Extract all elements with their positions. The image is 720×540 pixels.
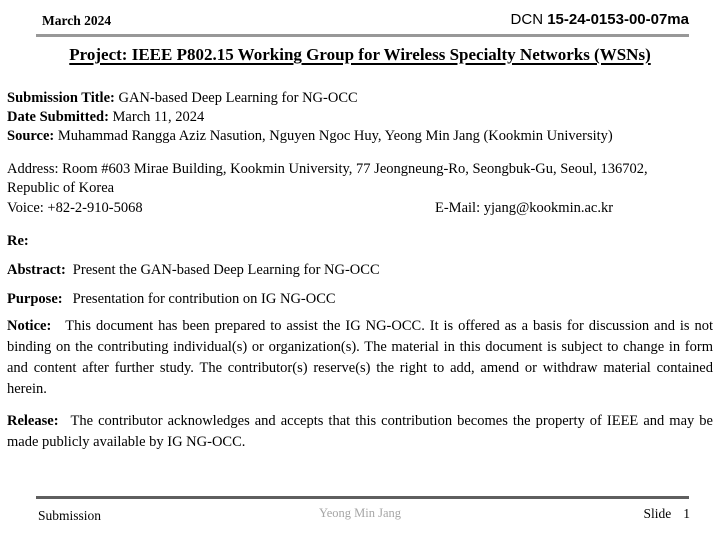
field-source (7, 127, 713, 146)
dcn-number: 15-24-0153-00-07ma (547, 11, 689, 28)
page-number: 1 (683, 506, 690, 521)
source-label: Source: (7, 128, 55, 144)
field-address: Address: Room #603 Mirae Building, Kookmin University, 77 Jeongneung-Ro, Seongbuk-Gu, Seoul, 136702, Republic of Korea (7, 161, 648, 196)
slide-label: Slide (643, 506, 672, 521)
purpose-value: Presentation for contribution on IG NG-OCC (72, 291, 336, 307)
footer-submission-label: Submission (38, 508, 102, 523)
page-title: Project: IEEE P802.15 Working Group for Wireless Specialty Networks (WSNs) (69, 45, 651, 64)
footer-divider (36, 496, 689, 499)
field-release (7, 411, 713, 453)
header-dcn (511, 11, 689, 28)
field-submission-title (7, 89, 713, 108)
field-abstract (7, 261, 713, 280)
voice-value: Voice: +82-2-910-5068 (7, 200, 143, 216)
abstract-label: Abstract: (7, 262, 66, 278)
submission-title-value: GAN-based Deep Learning for NG-OCC (114, 90, 358, 106)
purpose-label: Purpose: (7, 291, 63, 307)
notice-label: Notice: (7, 318, 52, 334)
footer-author: Yeong Min Jang (318, 506, 402, 520)
field-purpose (7, 290, 713, 309)
abstract-value: Present the GAN-based Deep Learning for NG-OCC (72, 262, 380, 278)
header-divider (36, 34, 689, 37)
footer-slide-number (643, 506, 690, 522)
re-label: Re: (7, 233, 29, 249)
release-value: The contributor acknowledges and accepts that this contribution becomes the property of IEEE and may be made publicly available by IG NG-OCC. (7, 413, 713, 450)
date-submitted-label: Date Submitted: (7, 109, 109, 125)
email-value: E-Mail: yjang@kookmin.ac.kr (435, 200, 614, 216)
submission-title-label: Submission Title: (7, 90, 115, 106)
release-label: Release: (7, 413, 59, 429)
field-voice-email (7, 199, 713, 218)
notice-value: This document has been prepared to assist the IG NG-OCC. It is offered as a basis for discussion and is not binding on the contributing individual(s) or organization(s). The material in this document is subject to change in form and content after further study. The contributor(s) reserve(s) the right to add, amend or withdraw material contained herein. (7, 318, 713, 397)
dcn-label: DCN (510, 11, 548, 28)
field-date-submitted (7, 108, 713, 127)
header-date: March 2024 (42, 13, 112, 28)
source-value: Muhammad Rangga Aziz Nasution, Nguyen Ngoc Huy, Yeong Min Jang (Kookmin University) (54, 128, 613, 144)
date-submitted-value: March 11, 2024 (108, 109, 205, 125)
field-notice (7, 316, 713, 400)
field-re (7, 232, 713, 251)
